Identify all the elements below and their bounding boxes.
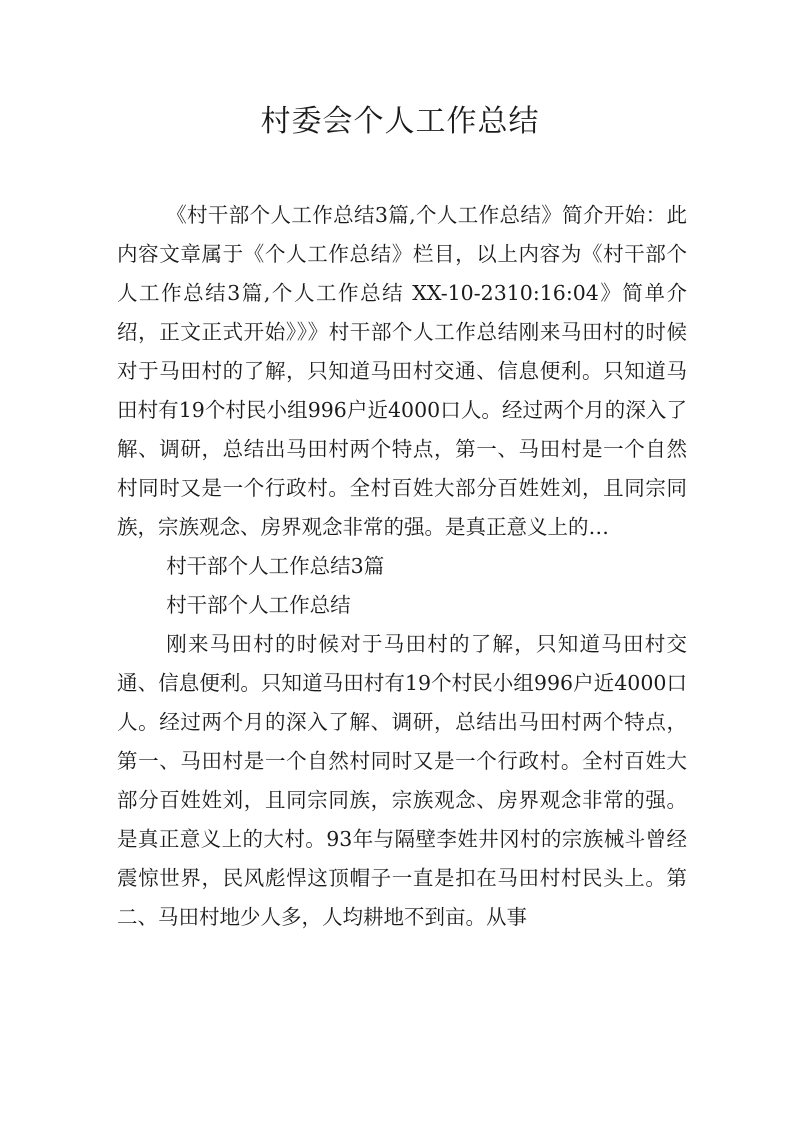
section-heading: 村干部个人工作总结3篇 bbox=[166, 554, 385, 578]
document-title: 村委会个人工作总结 bbox=[260, 104, 540, 139]
article-heading: 村干部个人工作总结 bbox=[166, 593, 351, 617]
intro-paragraph: 《村干部个人工作总结3篇,个人工作总结》简介开始：此内容文章属于《个人工作总结》栏目，以上内容为《村干部个人工作总结3篇,个人工作总结 XX-10-2310:16:04》简单介绍，正文正式开始》》》村干部个人工作总结刚来马田村的时候对于马田村的了解，只知道马田村交通、信息便利。只知道马田村有19个村民小组996户近4000口人。经过两个月的深入了解、调研，总结出马田村两个特点，第一、马田村是一个自然村同时又是一个行政村。全村百姓大部分百姓姓刘，且同宗同族，宗族观念、房界观念非常的强。是真正意义上的… bbox=[117, 203, 687, 539]
body-paragraph: 刚来马田村的时候对于马田村的了解，只知道马田村交通、信息便利。只知道马田村有19个村民小组996户近4000口人。经过两个月的深入了解、调研，总结出马田村两个特点，第一、马田村是一个自然村同时又是一个行政村。全村百姓大部分百姓姓刘，且同宗同族，宗族观念、房界观念非常的强。是真正意义上的大村。93年与隔壁李姓井冈村的宗族械斗曾经震惊世界，民风彪悍这顶帽子一直是扣在马田村村民头上。第二、马田村地少人多，人均耕地不到亩。从事 bbox=[117, 632, 687, 929]
document-body bbox=[117, 196, 687, 937]
